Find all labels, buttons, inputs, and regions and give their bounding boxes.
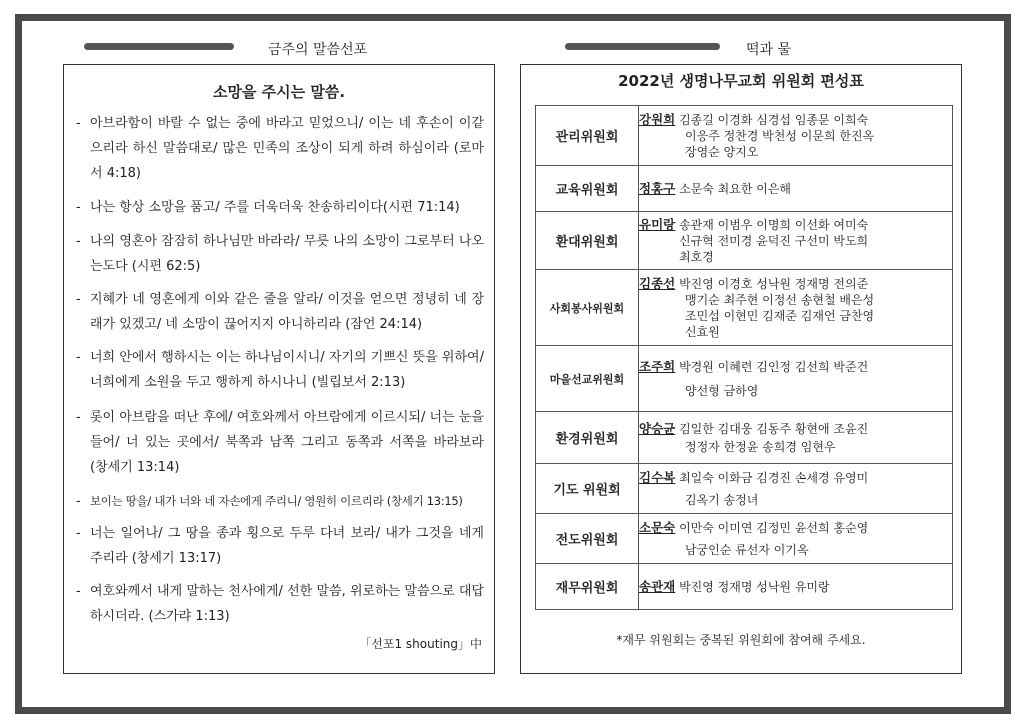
member-line: 박진영 이경호 성낙원 정재명 전의준 (679, 276, 869, 291)
table-row (536, 270, 953, 346)
member-line: 양선형 금하영 (685, 383, 759, 398)
sermon-title: 소망을 주시는 말씀. (212, 83, 346, 101)
member-line: 최일숙 이화금 김경진 손세경 유영미 (679, 470, 869, 485)
verse-text: 롯이 아브람을 떠난 후에/ 여호와께서 아브람에게 이르시되/ 너는 눈을 들어/ 너 있는 곳에서/ 북쪽과 남쪽 그리고 동쪽과 서쪽을 바라보라 (창세기 13:14) (90, 410, 484, 475)
left-header-bar (84, 43, 234, 50)
committee-members (639, 514, 953, 564)
committee-chair: 송관재 (639, 578, 676, 594)
verse-item: - 아브라함이 바랄 수 없는 중에 바라고 믿었으니/ 이는 네 후손이 이같으리라 하신 말씀대로/ 많은 민족의 조상이 되게 하려 하심이라 (로마서 4:18) (76, 111, 484, 186)
table-row (536, 346, 953, 412)
committee-name: 교육위원회 (536, 166, 639, 212)
committee-name: 관리위원회 (536, 106, 639, 166)
verse-item: - 너희 안에서 행하시는 이는 하나님이시니/ 자기의 기쁘신 뜻을 위하여/ 너희에게 소원을 두고 행하게 하시나니 (빌립보서 2:13) (76, 345, 484, 395)
committee-title: 2022년 생명나무교회 위원회 편성표 (618, 72, 864, 90)
committee-chair: 조주희 (639, 358, 676, 374)
member-line: 김일한 김대웅 김동주 황현애 조윤진 (679, 421, 869, 436)
member-line: 정정자 한정윤 송희경 임현우 (685, 439, 836, 454)
sermon-source: 「선포1 shouting」中 (359, 637, 482, 651)
committee-table (535, 105, 953, 610)
verse-item: - 지혜가 네 영혼에게 이와 같은 줄을 알라/ 이것을 얻으면 정녕히 네 장래가 있겠고/ 네 소망이 끊어지지 아니하리라 (잠언 24:14) (76, 287, 484, 337)
table-row (536, 212, 953, 270)
member-line: 신효원 (685, 324, 720, 339)
committee-name: 재무위원회 (536, 564, 639, 610)
table-row (536, 412, 953, 464)
verse-item: - 롯이 아브람을 떠난 후에/ 여호와께서 아브람에게 이르시되/ 너는 눈을 들어/ 너 있는 곳에서/ 북쪽과 남쪽 그리고 동쪽과 서쪽을 바라보라 (창세기 13:14) (76, 405, 484, 480)
table-row (536, 464, 953, 514)
left-section-title: 금주의 말씀선포 (268, 42, 368, 58)
member-line: 이응주 정찬경 박천성 이문희 한진옥 (685, 128, 875, 143)
committee-name: 사회봉사위원회 (536, 270, 639, 346)
table-row (536, 514, 953, 564)
verse-text: 여호와께서 내게 말하는 천사에게/ 선한 말씀, 위로하는 말씀으로 대답하시더라. (스가랴 1:13) (90, 584, 484, 624)
committee-name: 전도위원회 (536, 514, 639, 564)
member-line: 김옥기 송정녀 (685, 492, 759, 507)
committee-name: 기도 위원회 (536, 464, 639, 514)
committee-name: 환경위원회 (536, 412, 639, 464)
verse-text: 지혜가 네 영혼에게 이와 같은 줄을 알라/ 이것을 얻으면 정녕히 네 장래가 있겠고/ 네 소망이 끊어지지 아니하리라 (잠언 24:14) (90, 292, 484, 332)
member-line: 조민섭 이현민 김재준 김재언 금찬영 (685, 308, 875, 323)
committee-chair: 양승균 (639, 420, 676, 436)
table-row (536, 106, 953, 166)
committee-name: 환대위원회 (536, 212, 639, 270)
verse-text: 나는 항상 소망을 품고/ 주를 더욱더욱 찬송하리이다(시편 71:14) (90, 200, 460, 215)
member-line: 소문숙 최요한 이은해 (679, 181, 792, 196)
member-line: 이만숙 이미연 김정민 윤선희 홍순영 (679, 520, 869, 535)
verse-item: - 나의 영혼아 잠잠히 하나님만 바라라/ 무릇 나의 소망이 그로부터 나오는도다 (시편 62:5) (76, 229, 484, 279)
verse-item: - 너는 일어나/ 그 땅을 종과 횡으로 두루 다녀 보라/ 내가 그것을 네게 주리라 (창세기 13:17) (76, 521, 484, 571)
verse-item: - 여호와께서 내게 말하는 천사에게/ 선한 말씀, 위로하는 말씀으로 대답하시더라. (스가랴 1:13) (76, 579, 484, 629)
member-line: 박진영 정재명 성낙원 유미랑 (679, 579, 830, 594)
committee-members (639, 412, 953, 464)
member-line: 장영순 양지오 (685, 144, 759, 159)
committee-members (639, 346, 953, 412)
verse-text: 나의 영혼아 잠잠히 하나님만 바라라/ 무릇 나의 소망이 그로부터 나오는도다 (시편 62:5) (90, 234, 484, 274)
member-line: 박경원 이혜련 김인정 김선희 박준건 (679, 359, 869, 374)
committee-chair: 유미랑 (639, 216, 676, 232)
verse-text: 너는 일어나/ 그 땅을 종과 횡으로 두루 다녀 보라/ 내가 그것을 네게 주리라 (창세기 13:17) (90, 526, 484, 566)
committee-chair: 김종선 (639, 275, 676, 291)
table-row (536, 564, 953, 610)
member-line: 남궁인순 류선자 이기옥 (685, 542, 809, 557)
committee-chair: 소문숙 (639, 519, 676, 535)
verse-text: 아브라함이 바랄 수 없는 중에 바라고 믿었으니/ 이는 네 후손이 이같으리라 하신 말씀대로/ 많은 민족의 조상이 되게 하려 하심이라 (로마서 4:18) (90, 116, 484, 181)
member-line: 신규혁 전미경 윤덕진 구선미 박도희 (679, 233, 869, 248)
table-row (536, 166, 953, 212)
verse-text: 보이는 땅을/ 내가 너와 네 자손에게 주리니/ 영원히 이르리라 (창세기 13:15) (90, 494, 463, 508)
committee-members (639, 106, 953, 166)
verse-item: - 보이는 땅을/ 내가 너와 네 자손에게 주리니/ 영원히 이르리라 (창세기 13:15) (76, 489, 484, 514)
sermon-box (63, 64, 495, 674)
member-line: 최호경 (679, 249, 714, 264)
committee-chair: 정홍구 (639, 180, 676, 196)
committee-members (639, 212, 953, 270)
member-line: 송관재 이범우 이명희 이선화 여미숙 (679, 217, 869, 232)
committee-members (639, 464, 953, 514)
committee-members (639, 166, 953, 212)
committee-chair: 강원희 (639, 111, 676, 127)
member-line: 맹기순 최주현 이정선 송현철 배은성 (685, 292, 875, 307)
verse-text: 너희 안에서 행하시는 이는 하나님이시니/ 자기의 기쁘신 뜻을 위하여/ 너희에게 소원을 두고 행하게 하시나니 (빌립보서 2:13) (90, 350, 484, 390)
member-line: 김종길 이경화 심경섭 임종문 이희숙 (679, 112, 869, 127)
committee-chair: 김수복 (639, 469, 676, 485)
committee-box (520, 64, 962, 674)
right-section-title: 떡과 물 (746, 42, 792, 58)
right-header-bar (565, 43, 720, 50)
committee-members (639, 564, 953, 610)
verse-item: - 나는 항상 소망을 품고/ 주를 더욱더욱 찬송하리이다(시편 71:14) (76, 195, 484, 220)
committee-members (639, 270, 953, 346)
committee-note: *재무 위원회는 중복된 위원회에 참여해 주세요. (616, 633, 866, 647)
committee-name: 마을선교위원회 (536, 346, 639, 412)
